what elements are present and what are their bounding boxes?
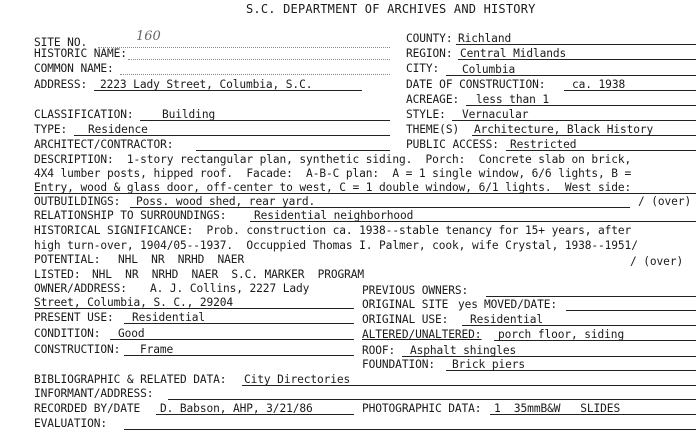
bibliographic-line bbox=[242, 385, 696, 386]
site-no-label: SITE NO. bbox=[34, 36, 88, 49]
page-title: S.C. DEPARTMENT OF ARCHIVES AND HISTORY bbox=[246, 2, 536, 16]
style-label: STYLE: bbox=[406, 108, 446, 121]
classification-line bbox=[140, 120, 390, 121]
photographic-label: PHOTOGRAPHIC DATA: bbox=[362, 402, 482, 415]
evaluation-line bbox=[124, 429, 696, 430]
potential-label: POTENTIAL: bbox=[34, 253, 101, 266]
common-name-label: COMMON NAME: bbox=[34, 62, 114, 75]
present-use-label: PRESENT USE: bbox=[34, 311, 114, 324]
historic-name-line bbox=[128, 59, 390, 60]
construction-line bbox=[124, 355, 354, 356]
altered-line bbox=[494, 340, 696, 341]
date-of-construction-label: DATE OF CONSTRUCTION: bbox=[406, 78, 546, 91]
original-site-label: ORIGINAL SITE bbox=[362, 298, 449, 311]
address-label: ADDRESS: bbox=[34, 78, 88, 91]
type-value: Residence bbox=[88, 123, 148, 136]
original-use-label: ORIGINAL USE: bbox=[362, 313, 449, 326]
outbuildings-label: OUTBUILDINGS: bbox=[34, 195, 121, 208]
roof-label: ROOF: bbox=[362, 344, 396, 357]
historical-line-2: high turn-over, 1904/05--1937. Occuppied Thomas I. Palmer, cook, wife Crystal, 1938--1951/ bbox=[34, 239, 638, 252]
condition-value: Good bbox=[118, 327, 145, 340]
relationship-value: Residential neighborhood bbox=[254, 209, 414, 222]
historic-name-label: HISTORIC NAME: bbox=[34, 47, 127, 60]
listed-options: NHL NR NRHD NAER S.C. MARKER PROGRAM bbox=[92, 268, 365, 281]
architect-line bbox=[196, 150, 390, 151]
moved-date-line bbox=[566, 310, 696, 311]
outbuildings-over: / (over) bbox=[638, 195, 692, 208]
county-line bbox=[456, 44, 696, 45]
acreage-line bbox=[466, 105, 696, 106]
common-name-line bbox=[120, 74, 390, 75]
public-access-label: PUBLIC ACCESS: bbox=[406, 138, 499, 151]
construction-value: Frame bbox=[140, 343, 174, 356]
themes-value: Architecture, Black History bbox=[474, 123, 654, 136]
classification-value: Building bbox=[162, 108, 216, 121]
condition-line bbox=[110, 339, 354, 340]
acreage-label: ACREAGE: bbox=[406, 93, 460, 106]
style-value: Vernacular bbox=[462, 108, 529, 121]
public-access-value: Restricted bbox=[510, 138, 577, 151]
potential-options: NHL NR NRHD NAER bbox=[118, 253, 245, 266]
original-use-value: Residential bbox=[470, 313, 543, 326]
date-of-construction-value: ca. 1938 bbox=[572, 78, 626, 91]
date-of-construction-line bbox=[564, 90, 696, 91]
description-line-1: DESCRIPTION: 1-story rectangular plan, synthetic siding. Porch: Concrete slab on brick, bbox=[34, 153, 632, 166]
architect-label: ARCHITECT/CONTRACTOR: bbox=[34, 138, 174, 151]
condition-label: CONDITION: bbox=[34, 327, 101, 340]
outbuildings-line bbox=[130, 207, 630, 208]
listed-label: LISTED: bbox=[34, 268, 81, 281]
owner-line-2: Street, Columbia, S. C., 29204 bbox=[34, 296, 234, 309]
original-site-value: yes bbox=[458, 298, 478, 311]
description-end-line bbox=[34, 193, 696, 194]
county-value: Richland bbox=[458, 32, 512, 45]
address-line bbox=[94, 90, 362, 91]
owner-address-label: OWNER/ADDRESS: bbox=[34, 282, 127, 295]
site-no-value: 160 bbox=[136, 29, 161, 44]
city-line bbox=[446, 75, 696, 76]
recorded-by-value: D. Babson, AHP, 3/21/86 bbox=[160, 402, 313, 415]
foundation-line bbox=[446, 370, 696, 371]
moved-date-label: MOVED/DATE: bbox=[484, 298, 557, 311]
classification-label: CLASSIFICATION: bbox=[34, 108, 134, 121]
bibliographic-label: BIBLIOGRAPHIC & RELATED DATA: bbox=[34, 373, 227, 386]
informant-line bbox=[168, 399, 696, 400]
present-use-value: Residential bbox=[132, 311, 205, 324]
description-line-3: Entry, wood & glass door, off-center to west, C = 1 double window, 6/1 lights. West side: bbox=[34, 181, 632, 194]
roof-value: Asphalt shingles bbox=[410, 344, 517, 357]
city-label: CITY: bbox=[406, 62, 440, 75]
themes-label: THEME(S) bbox=[406, 123, 460, 136]
outbuildings-value: Poss. wood shed, rear yard. bbox=[136, 195, 316, 208]
owner-line-1: A. J. Collins, 2227 Lady bbox=[150, 282, 310, 295]
region-line bbox=[458, 59, 696, 60]
type-label: TYPE: bbox=[34, 123, 68, 136]
foundation-label: FOUNDATION: bbox=[362, 358, 435, 371]
relationship-label: RELATIONSHIP TO SURROUNDINGS: bbox=[34, 209, 227, 222]
roof-line bbox=[402, 356, 696, 357]
construction-label: CONSTRUCTION: bbox=[34, 343, 121, 356]
region-label: REGION: bbox=[406, 47, 453, 60]
themes-line bbox=[472, 135, 696, 136]
potential-over: / (over) bbox=[630, 255, 684, 268]
county-label: COUNTY: bbox=[406, 32, 453, 45]
previous-owners-line bbox=[486, 296, 696, 297]
photographic-line bbox=[490, 414, 696, 415]
altered-label: ALTERED/UNALTERED: bbox=[362, 328, 482, 341]
photographic-value: 1 35mmB&W SLIDES bbox=[494, 402, 621, 415]
description-line-2: 4X4 lumber posts, hipped roof. Facade: A-B-C plan: A = 1 single window, 6/6 lights, B = bbox=[34, 167, 632, 180]
type-line bbox=[74, 135, 390, 136]
historical-line-1: HISTORICAL SIGNIFICANCE: Prob. construction ca. 1938--stable tenancy for 15+ years, after bbox=[34, 224, 632, 237]
bibliographic-value: City Directories bbox=[244, 373, 351, 386]
address-value: 2223 Lady Street, Columbia, S.C. bbox=[100, 78, 313, 91]
owner-line bbox=[34, 308, 354, 309]
evaluation-label: EVALUATION: bbox=[34, 417, 107, 430]
recorded-by-label: RECORDED BY/DATE bbox=[34, 402, 141, 415]
foundation-value: Brick piers bbox=[452, 358, 525, 371]
acreage-value: less than 1 bbox=[476, 93, 549, 106]
previous-owners-label: PREVIOUS OWNERS: bbox=[362, 284, 469, 297]
site-no-line bbox=[98, 47, 390, 48]
style-line bbox=[452, 120, 696, 121]
original-use-line bbox=[462, 325, 696, 326]
city-value: Columbia bbox=[462, 63, 516, 76]
public-access-line bbox=[506, 150, 696, 151]
present-use-line bbox=[124, 323, 354, 324]
relationship-line bbox=[250, 221, 696, 222]
region-value: Central Midlands bbox=[460, 47, 567, 60]
informant-label: INFORMANT/ADDRESS: bbox=[34, 387, 154, 400]
recorded-by-line bbox=[156, 414, 354, 415]
altered-value: porch floor, siding bbox=[498, 328, 625, 341]
